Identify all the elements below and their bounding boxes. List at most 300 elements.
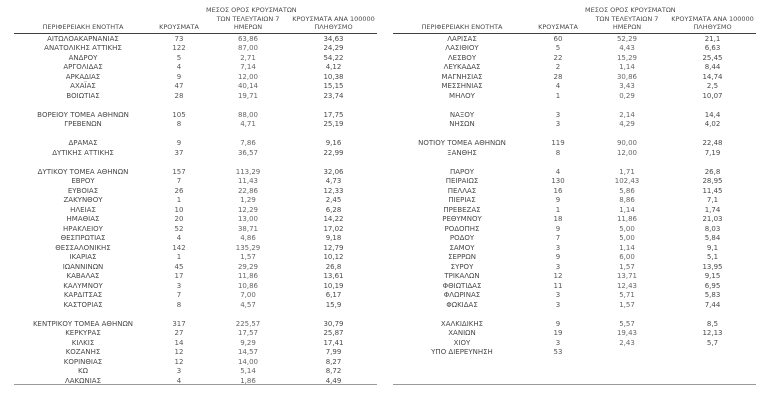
cases-value: 16 <box>553 186 563 195</box>
table-row <box>14 348 377 358</box>
avg7-value: 40,14 <box>237 82 259 91</box>
table-row <box>14 291 377 301</box>
region-name: ΑΝΑΤΟΛΙΚΗΣ ΑΤΤΙΚΗΣ <box>44 44 122 53</box>
region-name: ΑΡΚΑΔΙΑΣ <box>65 72 101 81</box>
region-name: ΗΡΑΚΛΕΙΟΥ <box>63 224 103 233</box>
avg7-value: 13,71 <box>616 272 638 281</box>
per100k-value: 8,44 <box>704 63 721 72</box>
avg7-value: 2,43 <box>619 338 635 347</box>
per100k-value: 7,19 <box>704 148 721 157</box>
cases-value: 3 <box>555 262 561 271</box>
group-gap <box>393 101 756 111</box>
cases-value: 27 <box>174 329 184 338</box>
per100k-value: 15,15 <box>323 82 344 91</box>
cases-value: 122 <box>172 44 186 53</box>
region-name: ΧΑΝΙΩΝ <box>448 329 476 338</box>
avg7-value: 5,71 <box>619 291 635 300</box>
avg7-value: 17,57 <box>237 329 259 338</box>
region-name: ΚΟΖΑΝΗΣ <box>65 348 101 357</box>
table-row <box>14 225 377 235</box>
region-name: ΣΑΜΟΥ <box>449 243 475 252</box>
region-name: ΑΡΓΟΛΙΔΑΣ <box>63 63 103 72</box>
per100k-value: 9,16 <box>325 139 342 148</box>
per100k-value: 10,12 <box>323 253 344 262</box>
avg7-value: 5,57 <box>619 319 635 328</box>
group-gap <box>14 101 377 111</box>
per100k-value: 30,79 <box>323 319 344 328</box>
per100k-value: 17,41 <box>323 338 344 347</box>
cases-value: 20 <box>174 215 184 224</box>
region-name: ΛΕΣΒΟΥ <box>447 53 477 62</box>
per100k-value: 17,75 <box>323 110 344 119</box>
table-row <box>393 348 756 358</box>
group-gap <box>393 130 756 140</box>
avg7-value: 5,14 <box>240 367 256 376</box>
per100k-value: 10,07 <box>702 91 723 100</box>
table-row <box>393 301 756 311</box>
region-name: ΜΑΓΝΗΣΙΑΣ <box>441 72 483 81</box>
cases-value: 2 <box>555 63 561 72</box>
cases-value: 3 <box>176 281 182 290</box>
avg7-value: 1,86 <box>240 376 256 385</box>
avg7-value: 0,29 <box>619 91 635 100</box>
table-body <box>14 34 377 387</box>
region-name: ΜΗΛΟΥ <box>449 91 475 100</box>
cases-value: 12 <box>174 357 184 366</box>
cases-value: 9 <box>176 139 182 148</box>
per100k-value <box>669 348 756 358</box>
avg7-value: 7,86 <box>240 139 256 148</box>
avg7-value: 90,00 <box>616 139 638 148</box>
table-row <box>14 234 377 244</box>
region-name: ΛΑΚΩΝΙΑΣ <box>64 376 102 385</box>
per100k-value: 6,28 <box>325 205 342 214</box>
avg7-value: 4,43 <box>619 44 635 53</box>
table-row <box>14 149 377 159</box>
region-name: ΔΥΤΙΚΗΣ ΑΤΤΙΚΗΣ <box>52 148 114 157</box>
region-name: ΒΟΙΩΤΙΑΣ <box>66 91 100 100</box>
per100k-value: 14,4 <box>704 110 721 119</box>
cases-value: 26 <box>174 186 184 195</box>
per100k-value: 6,17 <box>325 291 342 300</box>
per100k-value: 7,1 <box>706 196 719 205</box>
per100k-value: 12,13 <box>702 329 723 338</box>
group-gap <box>14 130 377 140</box>
table-row <box>14 44 377 54</box>
avg7-value: 10,86 <box>237 281 259 290</box>
table-row <box>14 73 377 83</box>
table-row <box>14 35 377 45</box>
table-row <box>14 358 377 368</box>
per100k-value: 8,27 <box>325 357 342 366</box>
avg7-value: 3,43 <box>619 82 635 91</box>
table-row <box>14 244 377 254</box>
region-name: ΚΑΒΑΛΑΣ <box>66 272 100 281</box>
cases-value: 5 <box>176 53 182 62</box>
per100k-value: 5,1 <box>706 253 719 262</box>
table-row <box>14 168 377 178</box>
per100k-value: 5,7 <box>706 338 719 347</box>
region-name: ΝΑΞΟΥ <box>449 110 475 119</box>
table-row <box>14 367 377 377</box>
cases-value: 3 <box>555 300 561 309</box>
cases-value: 73 <box>174 34 184 43</box>
avg7-value: 1,14 <box>619 63 635 72</box>
avg7-value: 88,00 <box>237 110 259 119</box>
table-row <box>393 44 756 54</box>
avg7-value: 11,43 <box>237 177 259 186</box>
table-row <box>393 215 756 225</box>
cases-value: 19 <box>553 329 563 338</box>
avg7-value: 1,57 <box>619 300 635 309</box>
table-row <box>393 82 756 92</box>
table-row <box>14 196 377 206</box>
cases-value: 9 <box>555 196 561 205</box>
region-name: ΓΡΕΒΕΝΩΝ <box>64 120 102 129</box>
per100k-value: 21,1 <box>704 34 721 43</box>
region-name: ΧΙΟΥ <box>453 338 471 347</box>
per100k-value: 22,99 <box>323 148 344 157</box>
table-row <box>393 111 756 121</box>
table-row <box>14 282 377 292</box>
per100k-value: 14,74 <box>702 72 723 81</box>
header-per100k: ΚΡΟΥΣΜΑΤΑ ΑΝΑ 100000 ΠΛΗΘΥΣΜΟ <box>292 14 375 32</box>
table-row <box>393 196 756 206</box>
avg7-value: 5,00 <box>619 224 635 233</box>
region-name: ΚΙΛΚΙΣ <box>71 338 95 347</box>
region-name: ΔΡΑΜΑΣ <box>68 139 98 148</box>
cases-value: 28 <box>553 72 563 81</box>
per100k-value: 54,22 <box>323 53 344 62</box>
avg7-value: 12,00 <box>237 72 259 81</box>
cases-value: 5 <box>555 44 561 53</box>
per100k-value: 12,79 <box>323 243 344 252</box>
avg7-value: 87,00 <box>237 44 259 53</box>
avg7-value: 30,86 <box>616 72 638 81</box>
table-row <box>14 320 377 330</box>
cases-value: 157 <box>172 167 186 176</box>
avg7-value: 8,86 <box>619 196 635 205</box>
table-row <box>14 339 377 349</box>
table-row <box>393 253 756 263</box>
per100k-value: 21,03 <box>702 215 723 224</box>
cases-value: 7 <box>176 291 182 300</box>
cases-value: 3 <box>555 110 561 119</box>
avg7-value: 52,29 <box>616 34 638 43</box>
cases-value: 1 <box>555 205 561 214</box>
per100k-value: 32,06 <box>323 167 344 176</box>
cases-value: 4 <box>176 376 182 385</box>
region-name: ΦΛΩΡΙΝΑΣ <box>443 291 481 300</box>
avg7-value: 4,29 <box>619 120 635 129</box>
per100k-value: 6,63 <box>704 44 721 53</box>
per100k-value: 9,18 <box>325 234 342 243</box>
region-name: ΔΥΤΙΚΟΥ ΤΟΜΕΑ ΑΘΗΝΩΝ <box>37 167 129 176</box>
table-row <box>14 329 377 339</box>
per100k-value: 26,8 <box>325 262 342 271</box>
cases-value: 8 <box>176 300 182 309</box>
per100k-value: 25,45 <box>702 53 723 62</box>
cases-value: 12 <box>174 348 184 357</box>
per100k-value: 9,1 <box>706 243 719 252</box>
avg7-value: 19,71 <box>237 91 259 100</box>
per100k-value: 25,19 <box>323 120 344 129</box>
cases-value: 22 <box>553 53 563 62</box>
header-cases: ΚΡΟΥΣΜΑΤΑ <box>159 23 199 32</box>
cases-value: 3 <box>176 367 182 376</box>
table-row <box>393 263 756 273</box>
table-row <box>393 63 756 73</box>
header-region: ΠΕΡΙΦΕΡΕΙΑΚΗ ΕΝΟΤΗΤΑ <box>42 23 124 32</box>
region-name: ΛΑΡΙΣΑΣ <box>447 34 477 43</box>
cases-value: 317 <box>172 319 186 328</box>
table-row <box>14 63 377 73</box>
per100k-value: 5,83 <box>704 291 721 300</box>
table-row <box>393 139 756 149</box>
region-name: ΤΡΙΚΑΛΩΝ <box>444 272 480 281</box>
cases-value: 105 <box>172 110 186 119</box>
avg7-value: 7,00 <box>240 291 256 300</box>
header-avg7: ΜΕΣΟΣ ΟΡΟΣ ΚΡΟΥΣΜΑΤΩΝ ΤΩΝ ΤΕΛΕΥΤΑΙΩΝ 7 ΗΜΕΡΩΝ <box>585 6 676 32</box>
table-row <box>14 377 377 387</box>
cases-value: 142 <box>172 243 186 252</box>
cases-value: 37 <box>174 148 184 157</box>
cases-value: 3 <box>555 338 561 347</box>
per100k-value: 15,9 <box>325 300 342 309</box>
per100k-value: 34,63 <box>323 34 344 43</box>
table-row <box>14 301 377 311</box>
table-row <box>14 120 377 130</box>
per100k-value: 8,5 <box>706 319 719 328</box>
region-name: ΚΩ <box>78 367 88 376</box>
region-name: ΑΧΑΪΑΣ <box>70 82 96 91</box>
avg7-value: 63,86 <box>237 34 259 43</box>
region-name: ΠΙΕΡΙΑΣ <box>448 196 476 205</box>
region-name: ΝΗΣΩΝ <box>449 120 475 129</box>
table-row <box>14 111 377 121</box>
table-body <box>393 34 756 384</box>
region-name: ΦΩΚΙΔΑΣ <box>446 300 478 309</box>
group-gap <box>393 158 756 168</box>
cases-value: 3 <box>555 291 561 300</box>
per100k-value: 12,33 <box>323 186 344 195</box>
avg7-value: 113,29 <box>235 167 261 176</box>
region-name: ΠΕΙΡΑΙΩΣ <box>445 177 479 186</box>
per100k-value: 5,84 <box>704 234 721 243</box>
cases-value: 52 <box>174 224 184 233</box>
table-row <box>14 82 377 92</box>
table-row <box>393 234 756 244</box>
header-region: ΠΕΡΙΦΕΡΕΙΑΚΗ ΕΝΟΤΗΤΑ <box>421 23 503 32</box>
per100k-value: 1,74 <box>704 205 721 214</box>
region-name: ΥΠΟ ΔΙΕΡΕΥΝΗΣΗ <box>431 348 493 357</box>
cases-value: 14 <box>174 338 184 347</box>
per100k-value: 7,44 <box>704 300 721 309</box>
avg7-value: 5,00 <box>619 234 635 243</box>
table-row <box>393 282 756 292</box>
per100k-value: 4,49 <box>325 376 342 385</box>
avg7-value: 2,14 <box>619 110 635 119</box>
cases-value: 18 <box>553 215 563 224</box>
cases-value: 17 <box>174 272 184 281</box>
avg7-value: 2,71 <box>240 53 256 62</box>
table-header-row <box>393 6 756 34</box>
avg7-value: 1,14 <box>619 205 635 214</box>
cases-value: 1 <box>176 253 182 262</box>
avg7-value: 1,14 <box>619 243 635 252</box>
region-name: ΚΕΝΤΡΙΚΟΥ ΤΟΜΕΑ ΑΘΗΝΩΝ <box>32 319 134 328</box>
table-row <box>393 291 756 301</box>
region-name: ΚΕΡΚΥΡΑΣ <box>65 329 101 338</box>
table-row <box>393 73 756 83</box>
region-name: ΠΡΕΒΕΖΑΣ <box>443 205 481 214</box>
region-name: ΚΑΡΔΙΤΣΑΣ <box>63 291 103 300</box>
region-name: ΞΑΝΘΗΣ <box>447 148 477 157</box>
region-name: ΡΟΔΟΠΗΣ <box>444 224 480 233</box>
cases-value: 4 <box>555 167 561 176</box>
header-avg7: ΜΕΣΟΣ ΟΡΟΣ ΚΡΟΥΣΜΑΤΩΝ ΤΩΝ ΤΕΛΕΥΤΑΙΩΝ 7 ΗΜΕΡΩΝ <box>206 6 297 32</box>
per100k-value: 25,87 <box>323 329 344 338</box>
avg7-value: 4,71 <box>240 120 256 129</box>
table-row <box>393 329 756 339</box>
table-row <box>14 272 377 282</box>
region-name: ΛΕΥΚΑΔΑΣ <box>443 63 481 72</box>
per100k-value: 8,72 <box>325 367 342 376</box>
avg7-value: 11,86 <box>237 272 259 281</box>
avg7-value: 19,43 <box>616 329 638 338</box>
table-row <box>393 187 756 197</box>
avg7-value: 29,29 <box>237 262 259 271</box>
avg7-value: 14,57 <box>237 348 259 357</box>
table-row <box>14 177 377 187</box>
avg7-value: 6,00 <box>619 253 635 262</box>
table-row <box>393 206 756 216</box>
cases-value: 130 <box>551 177 565 186</box>
table-row <box>393 225 756 235</box>
region-name: ΗΛΕΙΑΣ <box>70 205 96 214</box>
table-row <box>393 177 756 187</box>
avg7-value: 9,29 <box>240 338 256 347</box>
avg7-value: 135,29 <box>235 243 261 252</box>
cases-value: 10 <box>174 205 184 214</box>
avg7-value: 12,00 <box>616 148 638 157</box>
regional-cases-table-left <box>14 6 377 385</box>
table-row <box>393 120 756 130</box>
cases-value: 45 <box>174 262 184 271</box>
cases-value: 9 <box>555 253 561 262</box>
avg7-value: 225,57 <box>235 319 261 328</box>
avg7-value: 11,86 <box>616 215 638 224</box>
table-row <box>14 206 377 216</box>
table-row <box>393 168 756 178</box>
avg7-value: 7,14 <box>240 63 256 72</box>
table-row <box>393 35 756 45</box>
group-gap <box>14 310 377 320</box>
cases-value: 9 <box>555 319 561 328</box>
per100k-value: 24,29 <box>323 44 344 53</box>
table-row <box>393 339 756 349</box>
avg7-value: 12,43 <box>616 281 638 290</box>
table-row <box>393 54 756 64</box>
per100k-value: 23,74 <box>323 91 344 100</box>
region-name: ΠΕΛΛΑΣ <box>447 186 477 195</box>
region-name: ΗΜΑΘΙΑΣ <box>66 215 100 224</box>
per100k-value: 2,5 <box>706 82 719 91</box>
per100k-value: 2,45 <box>325 196 342 205</box>
per100k-value: 17,02 <box>323 224 344 233</box>
per100k-value: 4,02 <box>704 120 721 129</box>
per100k-value: 4,12 <box>325 63 342 72</box>
region-name: ΙΩΑΝΝΙΝΩΝ <box>62 262 104 271</box>
region-name: ΒΟΡΕΙΟΥ ΤΟΜΕΑ ΑΘΗΝΩΝ <box>37 110 129 119</box>
table-row <box>393 92 756 102</box>
avg7-value <box>585 348 669 358</box>
region-name: ΠΑΡΟΥ <box>449 167 475 176</box>
avg7-value: 14,00 <box>237 357 259 366</box>
cases-value: 12 <box>553 272 563 281</box>
cases-value: 11 <box>553 281 563 290</box>
per100k-value: 8,03 <box>704 224 721 233</box>
cases-value: 47 <box>174 82 184 91</box>
region-name: ΚΑΛΥΜΝΟΥ <box>63 281 103 290</box>
region-name: ΛΑΣΙΘΙΟΥ <box>445 44 479 53</box>
region-name: ΧΑΛΚΙΔΙΚΗΣ <box>440 319 484 328</box>
per100k-value: 26,8 <box>704 167 721 176</box>
table-row <box>14 54 377 64</box>
avg7-value: 13,00 <box>237 215 259 224</box>
region-name: ΘΕΣΠΡΩΤΙΑΣ <box>60 234 106 243</box>
per100k-value: 13,61 <box>323 272 344 281</box>
cases-value: 4 <box>555 82 561 91</box>
avg7-value: 22,86 <box>237 186 259 195</box>
cases-value: 8 <box>555 148 561 157</box>
avg7-value: 102,43 <box>614 177 640 186</box>
cases-value: 3 <box>555 243 561 252</box>
cases-value: 28 <box>174 91 184 100</box>
region-name: ΚΑΣΤΟΡΙΑΣ <box>63 300 103 309</box>
region-name: ΑΝΔΡΟΥ <box>68 53 98 62</box>
avg7-value: 15,29 <box>616 53 638 62</box>
avg7-value: 4,86 <box>240 234 256 243</box>
region-name: ΡΕΘΥΜΝΟΥ <box>442 215 482 224</box>
table-row <box>14 263 377 273</box>
region-name: ΦΘΙΩΤΙΔΑΣ <box>442 281 482 290</box>
cases-value: 60 <box>553 34 563 43</box>
region-name: ΣΥΡΟΥ <box>450 262 474 271</box>
avg7-value: 5,86 <box>619 186 635 195</box>
table-row <box>393 272 756 282</box>
avg7-value: 1,29 <box>240 196 256 205</box>
avg7-value: 1,57 <box>240 253 256 262</box>
per100k-value: 14,22 <box>323 215 344 224</box>
avg7-value: 36,57 <box>237 148 259 157</box>
table-row <box>14 92 377 102</box>
per100k-value: 6,95 <box>704 281 721 290</box>
group-gap <box>393 310 756 320</box>
region-name: ΝΟΤΙΟΥ ΤΟΜΕΑ ΑΘΗΝΩΝ <box>418 139 506 148</box>
cases-value: 9 <box>176 72 182 81</box>
table-row <box>393 320 756 330</box>
per100k-value: 11,45 <box>702 186 723 195</box>
header-per100k: ΚΡΟΥΣΜΑΤΑ ΑΝΑ 100000 ΠΛΗΘΥΣΜΟ <box>671 14 754 32</box>
cases-value: 119 <box>551 139 565 148</box>
regional-cases-table-right <box>393 6 756 385</box>
cases-value: 7 <box>176 177 182 186</box>
avg7-value: 38,71 <box>237 224 259 233</box>
region-name: ΙΚΑΡΙΑΣ <box>69 253 97 262</box>
per100k-value: 7,99 <box>325 348 342 357</box>
cases-value: 4 <box>176 63 182 72</box>
